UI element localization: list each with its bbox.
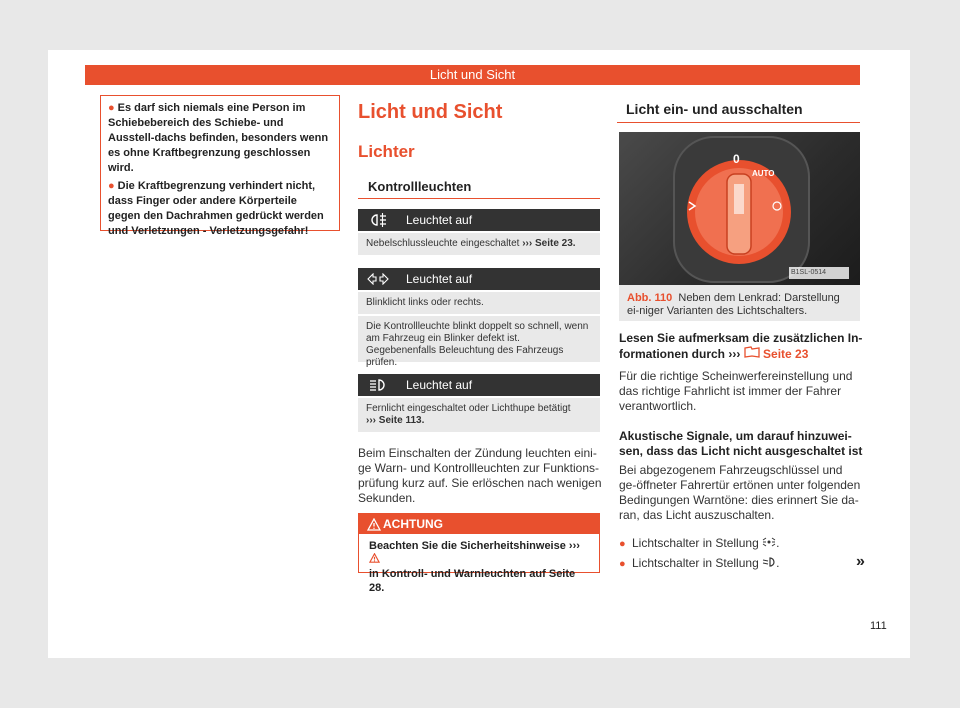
list-item-text: Lichtschalter in Stellung xyxy=(632,536,759,550)
lamp-label: Leuchtet auf xyxy=(406,378,473,392)
warning-triangle-icon xyxy=(367,517,381,537)
bullet-icon: ● xyxy=(619,538,626,550)
achtung-box xyxy=(358,513,600,594)
lamp-row-highbeam xyxy=(358,374,600,396)
achtung-text-b: in Kontroll- und Warnleuchten auf Seite 28. xyxy=(369,568,576,594)
fog-light-icon xyxy=(358,209,398,231)
light-switch-photo xyxy=(619,132,860,285)
warning-triangle-icon xyxy=(369,554,380,566)
warning-item-text: Die Kraftbegrenzung verhindert nicht, dass Finger oder andere Körperteile gegen den Dachrahmen gedrückt werden und Verletzungen - Verletzungsgefahr! xyxy=(108,180,324,237)
warning-item xyxy=(108,101,332,176)
subheading: Akustische Signale, um darauf hinzuwei-sen, dass das Licht nicht ausgeschaltet ist xyxy=(619,429,863,458)
switch-label-zero: 0 xyxy=(733,152,740,166)
intro-text xyxy=(619,331,863,362)
bullet-icon: ● xyxy=(108,180,115,192)
list-item: ● Lichtschalter in Stellung . xyxy=(619,536,780,550)
lamp-label: Leuchtet auf xyxy=(406,213,473,227)
intro-bold: Lesen Sie aufmerksam die zusätzlichen In-formationen durch ››› xyxy=(619,331,863,361)
section-subtitle: Lichter xyxy=(358,142,415,161)
lamp-description xyxy=(358,233,600,255)
section-heading: Kontrollleuchten xyxy=(368,179,472,194)
low-beam-icon xyxy=(762,556,776,570)
page-number: 111 xyxy=(870,620,887,632)
lamp-row-fog xyxy=(358,209,600,231)
intro-page-reference: Seite 23 xyxy=(763,347,809,361)
lamp-desc-text: Nebelschlussleuchte eingeschaltet xyxy=(366,238,520,249)
lamp-label: Leuchtet auf xyxy=(406,272,473,286)
photo-code: B1SL-0514 xyxy=(791,269,827,276)
caption-label: Abb. 110 xyxy=(627,292,673,304)
lamp-description xyxy=(358,398,600,432)
divider xyxy=(358,198,600,199)
lamp-description: Blinklicht links oder rechts. xyxy=(358,292,600,314)
turn-signal-icon xyxy=(358,268,398,290)
continue-marker: » xyxy=(856,553,865,570)
bullet-icon: ● xyxy=(108,102,115,114)
list-item-text: Lichtschalter in Stellung xyxy=(632,556,759,570)
caption-text: Neben dem Lenkrad: Darstellung ei-niger Varianten des Lichtschalters. xyxy=(627,292,840,317)
switch-label-auto: AUTO xyxy=(752,169,775,178)
page-reference: ››› Seite 23. xyxy=(522,238,576,249)
parking-light-icon xyxy=(762,536,776,550)
book-icon xyxy=(744,347,760,361)
high-beam-icon xyxy=(358,374,398,396)
achtung-text-a: Beachten Sie die Sicherheitshinweise ››› xyxy=(369,540,580,552)
right-title: Licht ein- und ausschalten xyxy=(626,101,803,117)
warning-item xyxy=(108,179,332,239)
warning-box xyxy=(100,95,340,237)
figure-caption xyxy=(619,285,860,321)
list-item: ● Lichtschalter in Stellung . xyxy=(619,556,780,570)
lamp-description-extra: Die Kontrollleuchte blinkt doppelt so schnell, wenn am Fahrzeug ein Blinker defekt ist. Gegebenenfalls Beleuchtung des Fahrzeugs prüfen. xyxy=(358,316,600,362)
body-paragraph: Beim Einschalten der Zündung leuchten eini-ge Warn- und Kontrollleuchten zur Funktions-prüfung kurz auf. Sie erlöschen nach wenigen Sekunden. xyxy=(358,446,602,505)
achtung-text xyxy=(359,534,599,600)
lamp-desc-text: Fernlicht eingeschaltet oder Lichthupe betätigt xyxy=(366,403,571,414)
achtung-title: ACHTUNG xyxy=(383,517,443,531)
page-reference: ››› Seite 113. xyxy=(366,415,425,426)
achtung-header xyxy=(359,514,599,534)
body-paragraph: Bei abgezogenem Fahrzeugschlüssel und ge-öffneter Fahrertür ertönen unter folgenden Bedingungen Warntöne: dies erinnert Sie da-ran, das Licht auszuschalten. xyxy=(619,463,861,522)
page-header: Licht und Sicht xyxy=(85,65,860,85)
body-paragraph: Für die richtige Scheinwerfereinstellung und das richtige Fahrlicht ist immer der Fahrer verantwortlich. xyxy=(619,369,853,413)
lamp-row-turn xyxy=(358,268,600,290)
divider xyxy=(617,122,860,123)
page-title: Licht und Sicht xyxy=(358,101,503,123)
warning-item-text: Es darf sich niemals eine Person im Schiebebereich des Schiebe- und Ausstell-dachs befinden, besonders wenn es ohne Kraftbegrenzung geschlossen wird. xyxy=(108,102,329,174)
bullet-icon: ● xyxy=(619,558,626,570)
